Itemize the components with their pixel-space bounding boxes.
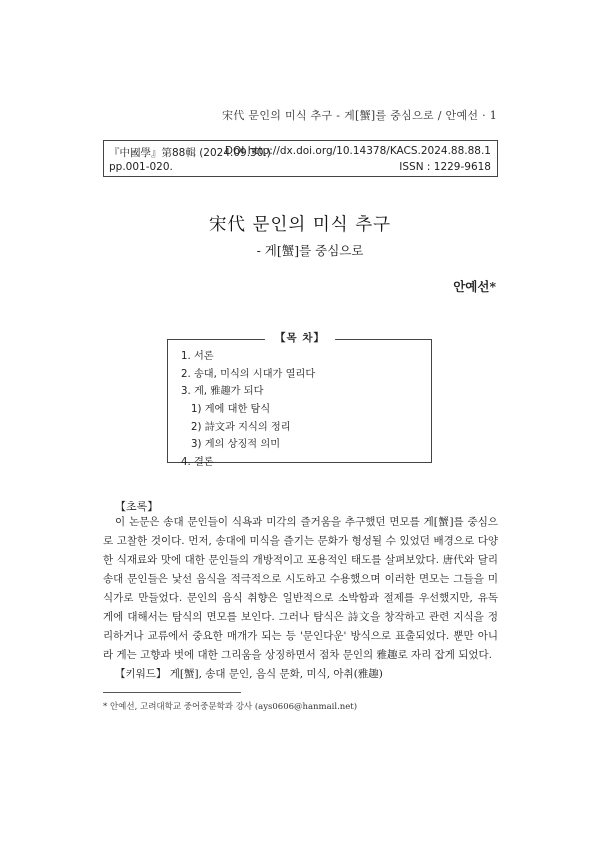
- journal-citation: 『中國學』第88輯 (2024.09.30.): [109, 147, 271, 159]
- publication-info-box: [103, 140, 498, 177]
- issn: ISSN : 1229-9618: [399, 161, 491, 173]
- toc-item: 4. 결론: [181, 457, 214, 469]
- abstract-text: 이 논문은 송대 문인들이 식욕과 미각의 즐거움을 추구했던 면모를 게[蟹]를 중심으로 고찰한 것이다. 먼저, 송대에 미식을 즐기는 문화가 형성될 수 있었던 배경으로 다양한 식재료와 맛에 대한 문인들의 개방적이고 포용적인 태도를 살펴보았다. 唐代와 달리 송대 문인들은 낯선 음식을 적극적으로 시도하고 수용했으며 이러한 면모는 그들을 미식가로 만들었다. 문인의 음식 취향은 일반적으로 소박함과 절제를 우선했지만, 유독 게에 대해서는 탐식의 면모를 보인다. 그러나 탐식은 詩文을 창작하고 관련 지식을 정리하거나 교류에서 중요한 매개가 되는 등 '문인다운' 방식으로 표출되었다. 뿐만 아니라 게는 고향과 벗에 대한 그리움을 상징하면서 점차 문인의 雅趣로 자리 잡게 되었다.: [103, 516, 498, 661]
- toc-subitem: 1) 게에 대한 탐식: [191, 404, 271, 416]
- toc-item: 3. 게, 雅趣가 되다: [181, 386, 264, 398]
- running-header: 宋代 문인의 미식 추구 - 게[蟹]를 중심으로 / 안예선 · 1: [222, 109, 497, 122]
- page-range: pp.001-020.: [109, 161, 173, 173]
- abstract-label: 【초록】: [115, 500, 159, 513]
- toc-heading: 【목 차】: [265, 330, 335, 345]
- doi-link[interactable]: DOI http://dx.doi.org/10.14378/KACS.2024.88.88.1: [224, 145, 491, 157]
- footnote-divider: [103, 692, 241, 693]
- toc-item: 1. 서론: [181, 351, 214, 362]
- paper-title: 宋代 문인의 미식 추구: [208, 215, 392, 235]
- toc-subitem: 2) 詩文과 지식의 정리: [191, 421, 291, 433]
- paper-subtitle: - 게[蟹]를 중심으로: [256, 243, 364, 258]
- keywords: 【키워드】 게[蟹], 송대 문인, 음식 문화, 미식, 아취(雅趣): [115, 668, 383, 680]
- author-name: 안예선*: [453, 279, 496, 294]
- author-footnote: * 안예선, 고려대학교 중어중문학과 강사 (ays0606@hanmail.net): [103, 702, 358, 712]
- toc-list: [181, 348, 315, 472]
- toc-item: 2. 송대, 미식의 시대가 열리다: [181, 368, 316, 380]
- toc-subitem: 3) 게의 상징적 의미: [191, 439, 281, 451]
